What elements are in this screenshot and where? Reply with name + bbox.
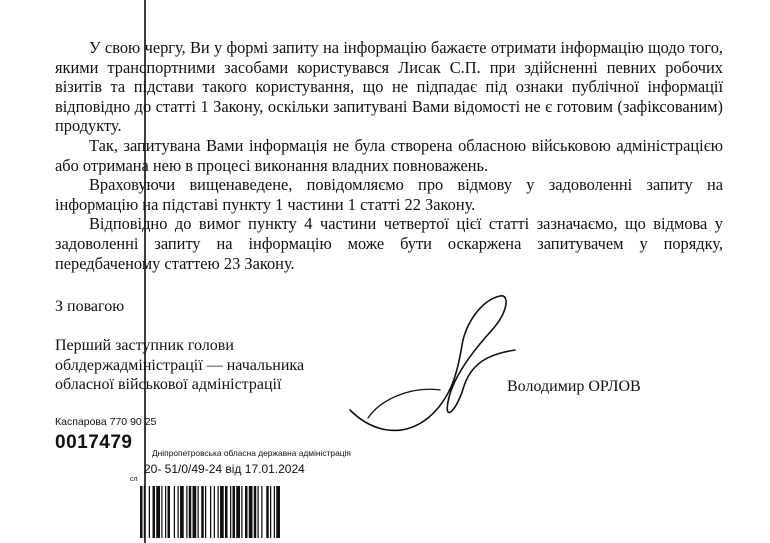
executor-contact: Каспарова 770 90 25 bbox=[55, 416, 157, 428]
registration-stamp bbox=[128, 446, 351, 538]
paragraph-4: Відповідно до вимог пункту 4 частини четвертої цієї статті зазначаємо, що відмова у задоволенні запиту на інформацію може бути оскаржена запитувачем у порядку, передбаченому статтею 23 Закону. bbox=[55, 214, 723, 273]
handwritten-signature bbox=[340, 290, 520, 440]
closing-regards: З повагою bbox=[55, 298, 125, 315]
document-number: 0017479 bbox=[55, 432, 133, 453]
signer-name: Володимир ОРЛОВ bbox=[507, 378, 641, 395]
barcode-image bbox=[140, 486, 345, 538]
paragraph-3: Враховуючи вищенаведене, повідомляємо про відмову у задоволенні запиту на інформацію на підставі пункту 1 частини 1 статті 22 Закону. bbox=[55, 175, 723, 214]
paragraph-1: У свою чергу, Ви у формі запиту на інформацію бажаєте отримати інформацію щодо того, якими транспортними засобами користувався Лисак С.П. при здійсненні певних робочих візитів та підстави такого користування, що не підпадає під ознаки публічної інформації відповідно до статті 1 Закону, оскільки запитувані Вами відомості не є готовим (зафіксованим) продукту. bbox=[55, 38, 723, 136]
signatory-position bbox=[55, 336, 304, 395]
paragraph-2: Так, запитувана Вами інформація не була створена обласною військовою адміністрацією або отримана нею в процесі виконання владних повноважень. bbox=[55, 135, 723, 175]
position-line-2: облдержадміністрації — начальника bbox=[55, 356, 305, 374]
position-line-1: Перший заступник голови bbox=[55, 337, 234, 354]
letter-body bbox=[55, 38, 723, 273]
position-line-3: обласної військової адміністрації bbox=[55, 376, 282, 393]
stamp-prefix: сл bbox=[130, 476, 138, 483]
stamp-registration-number: 20- 51/0/49-24 від 17.01.2024 bbox=[144, 462, 305, 476]
stamp-organization: Дніпропетровська обласна державна адміністрація bbox=[152, 448, 351, 458]
